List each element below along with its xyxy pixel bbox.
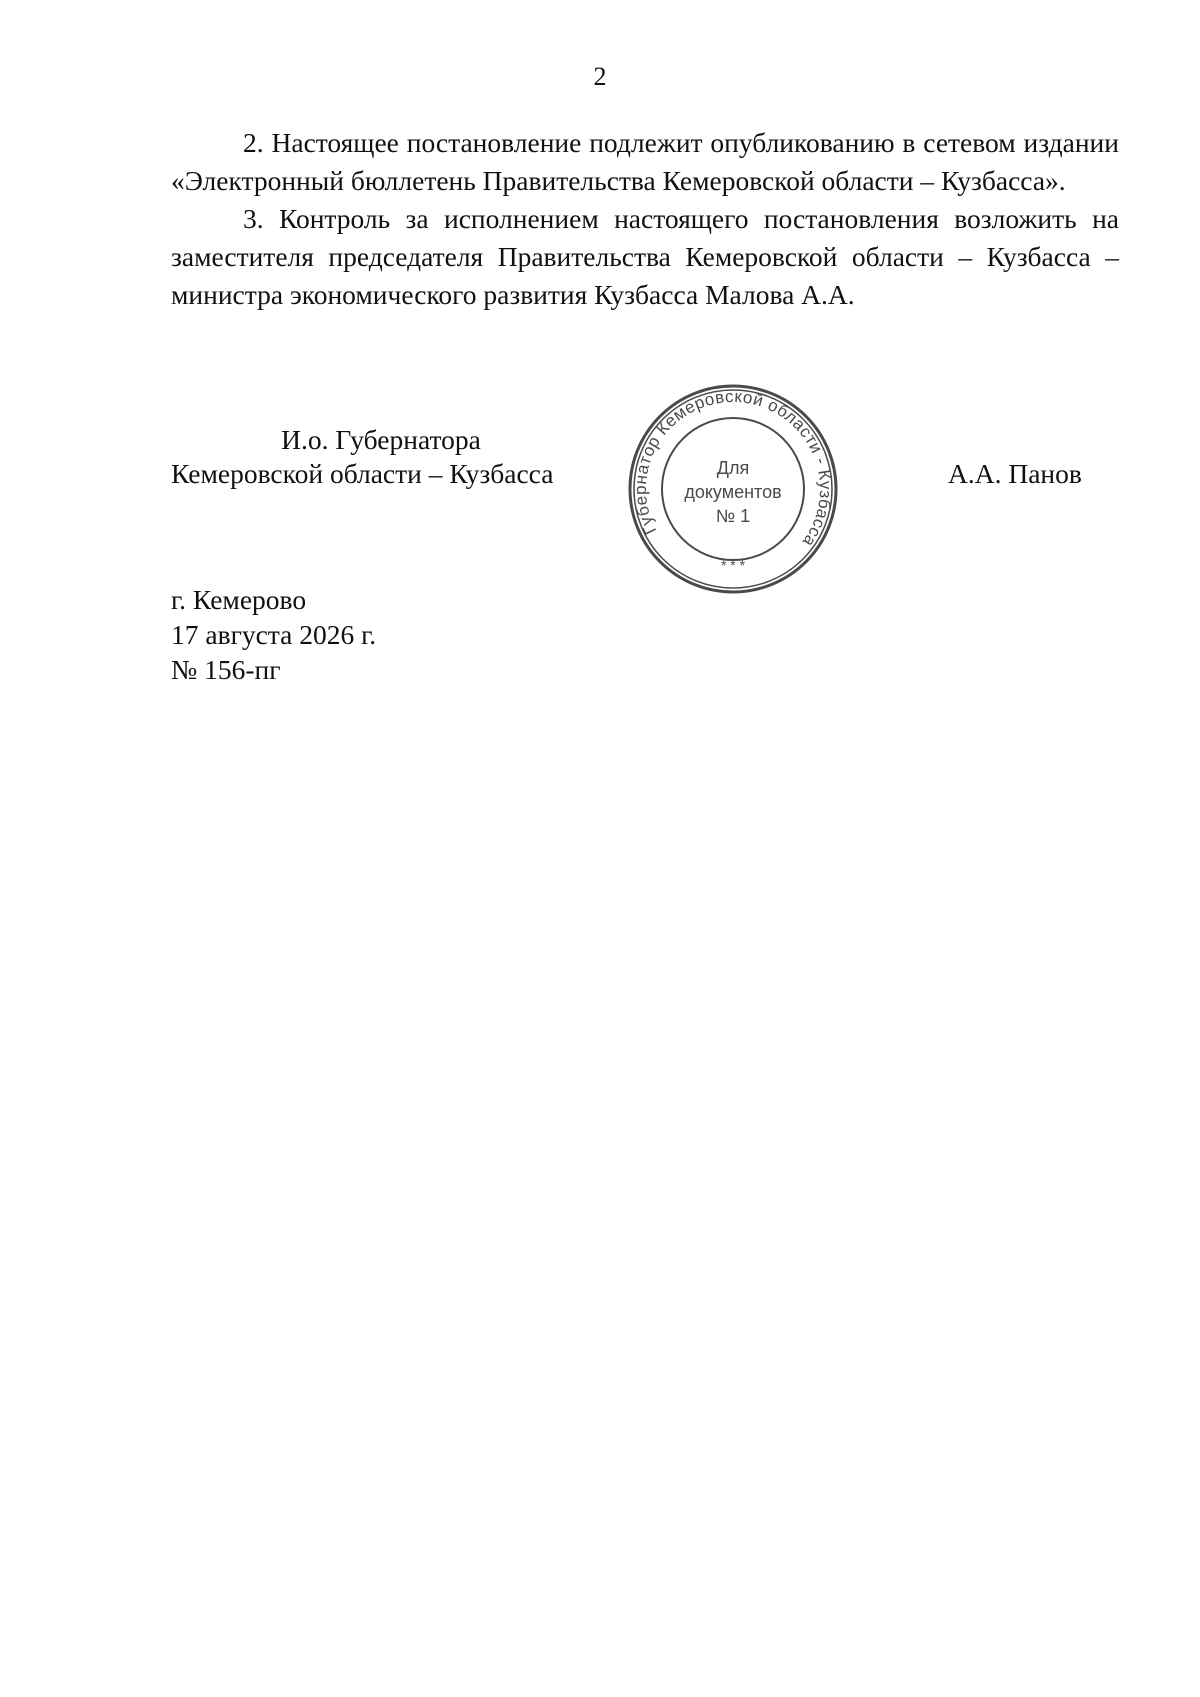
- paragraph-control: 3. Контроль за исполнением настоящего постановления возложить на заместителя председателя Правительства Кемеровской области – Кузбасса – министра экономического развития Кузбасса Малова А.А.: [171, 203, 1119, 310]
- footer-city: г. Кемерово: [171, 584, 307, 615]
- stamp-center-line1: Для: [716, 458, 750, 478]
- page-number: 2: [593, 62, 607, 91]
- stamp-seal-icon: [626, 382, 840, 596]
- stamp-center-line3: № 1: [715, 506, 751, 526]
- signatory-name: А.А. Панов: [948, 458, 1082, 489]
- stamp-stars: * * *: [720, 557, 746, 573]
- document-footer: [171, 582, 376, 687]
- signature-title-line2: Кемеровской области – Кузбасса: [171, 458, 554, 489]
- signature-title-line1: И.о. Губернатора: [281, 424, 481, 455]
- footer-number: № 156-пг: [171, 654, 281, 685]
- paragraph-publication: 2. Настоящее постановление подлежит опубликованию в сетевом издании «Электронный бюллетень Правительства Кемеровской области – Кузбасса».: [171, 127, 1119, 196]
- stamp-center-line2: документов: [684, 482, 782, 502]
- document-body: [171, 124, 1119, 314]
- stamp-ring-text: Губернатор Кемеровской области - Кузбасса: [630, 386, 836, 551]
- footer-date: 17 августа 2026 г.: [171, 619, 377, 650]
- official-stamp: [626, 382, 840, 596]
